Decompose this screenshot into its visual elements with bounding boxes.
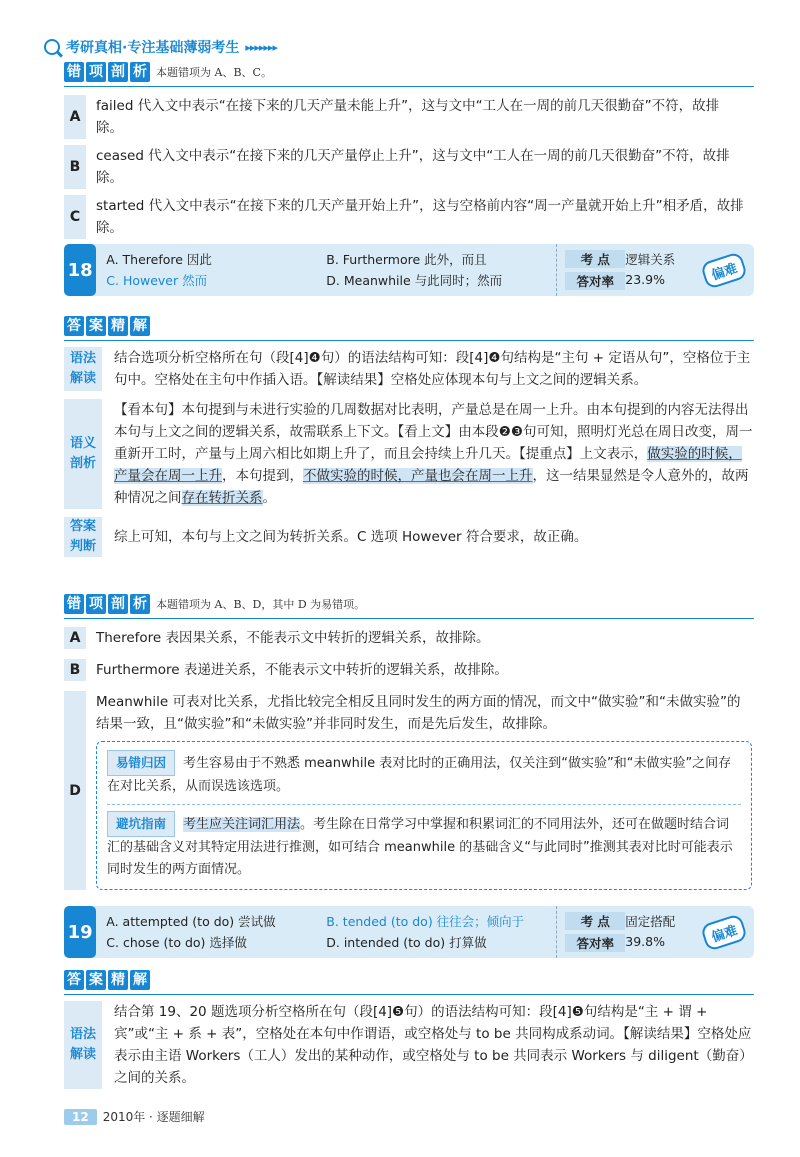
difficulty-badge — [693, 906, 754, 958]
section-divider — [64, 994, 754, 995]
pitfall-guide-label: 避坑指南 — [107, 811, 175, 837]
section-note: 本题错项为 A、B、C。 — [156, 66, 272, 79]
difficulty-text: 偏难 — [699, 251, 747, 290]
search-icon — [44, 39, 60, 55]
judgement-tag: 答案 判断 — [64, 517, 102, 557]
section-note: 本题错项为 A、B、D，其中 D 为易错项。 — [156, 598, 366, 611]
question-meta — [556, 906, 693, 958]
answer-explanation-19 — [64, 970, 754, 1089]
option-letter: A — [64, 95, 86, 139]
option-text: started 代入文中表示“在接下来的几天产量开始上升”，这与空格前内容“周一产量就开始上升”相矛盾，故排除。 — [96, 198, 744, 236]
accuracy-label: 答对率 — [565, 272, 625, 290]
accuracy-value: 39.8% — [625, 934, 665, 949]
accuracy-label: 答对率 — [565, 934, 625, 952]
section-seal: 答 案 精 解 — [64, 970, 152, 990]
judgement-text: 综上可知，本句与上文之间为转折关系。C 选项 However 符合要求，故正确。 — [114, 529, 588, 545]
question-meta — [556, 244, 693, 296]
section-divider — [64, 618, 754, 619]
grammar-text: 结合第 19、20 题选项分析空格所在句（段[4]❺句）的语法结构可知：段[4]❺句结构是“主 + 谓 + 宾”或“主 + 系 + 表”，空格处在本句中作谓语，或空格处与 to be 共同构成系动词。【解读结果】空格处应表示由主语 Workers（工人）发出的某种动作，或空格处与 to be 共同表示 Workers 与 diligent（勤奋）之间的关系。 — [114, 1004, 753, 1086]
error-cause-label: 易错归因 — [107, 750, 175, 776]
difficulty-text: 偏难 — [699, 913, 747, 952]
header-arrows: ▸▸▸▸▸▸▸ — [245, 40, 277, 54]
choice-a: A. Therefore 因此 — [106, 252, 212, 267]
option-letter: C — [64, 195, 86, 239]
topic-label: 考 点 — [565, 250, 625, 268]
question-number: 19 — [64, 906, 96, 958]
grammar-block — [64, 347, 754, 391]
semantic-tag: 语义 剖析 — [64, 399, 102, 509]
option-text: Meanwhile 可表对比关系，尤指比较完全相反且同时发生的两方面的情况，而文中“做实验”和“未做实验”的结果一致，且“做实验”和“未做实验”并非同时发生，而是先后发生，故排除。 — [96, 694, 741, 732]
wrong-options-section-1 — [64, 62, 754, 239]
option-letter: A — [64, 627, 86, 649]
option-row-c — [64, 195, 754, 239]
grammar-tag: 语法 解读 — [64, 347, 102, 391]
choice-c: C. chose (to do) 选择做 — [106, 935, 247, 950]
option-text: ceased 代入文中表示“在接下来的几天产量停止上升”，这与文中“工人在一周的前几天很勤奋”不符，故排除。 — [96, 148, 730, 186]
section-divider — [64, 86, 754, 87]
option-text: Furthermore 表递进关系，不能表示文中转折的逻辑关系，故排除。 — [96, 662, 508, 678]
option-letter: B — [64, 659, 86, 681]
question-19-box — [64, 906, 754, 958]
choice-c-correct: C. However 然而 — [106, 273, 208, 288]
page-footer — [64, 1108, 205, 1125]
choice-d: D. intended (to do) 打算做 — [326, 935, 487, 950]
choice-b: B. Furthermore 此外，而且 — [326, 252, 487, 267]
highlight-2: 不做实验的时候，产量也会在周一上升 — [303, 468, 533, 484]
footer-text: 2010年 · 逐题细解 — [102, 1110, 205, 1124]
header-title: 考研真相·专注基础薄弱考生 — [66, 40, 240, 56]
topic-label: 考 点 — [565, 912, 625, 930]
option-text: Therefore 表因果关系，不能表示文中转折的逻辑关系，故排除。 — [96, 630, 490, 646]
option-row-a — [64, 627, 754, 649]
tips-box — [96, 741, 752, 890]
tips-divider — [107, 804, 741, 805]
question-options — [96, 906, 556, 958]
question-18-box — [64, 244, 754, 296]
semantic-text: 【看本句】本句提到与未进行实验的几周数据对比表明，产量总是在周一上升。由本句提到的内容无法得出本句与上文之间的逻辑关系，故需联系上下文。【看上文】由本段❷❸句可知，照明灯光总在周日改变，周一重新开工时，产量与上周六相比如期上升了，而且会持续上升几天。【提重点】上文表示，做实验的时候，产量会在周一上升，本句提到，不做实验的时候，产量也会在周一上升，这一结果显然是令人意外的，故两种情况之间存在转折关系。 — [114, 402, 753, 506]
question-number: 18 — [64, 244, 96, 296]
choice-b-correct: B. tended (to do) 往往会；倾向于 — [326, 914, 525, 929]
grammar-block — [64, 1001, 754, 1089]
topic-value: 固定搭配 — [625, 914, 676, 929]
semantic-block — [64, 399, 754, 509]
option-row-a — [64, 95, 754, 139]
option-text: failed 代入文中表示“在接下来的几天产量未能上升”，这与文中“工人在一周的前几天很勤奋”不符，故排除。 — [96, 98, 720, 136]
page-number: 12 — [64, 1109, 97, 1125]
topic-value: 逻辑关系 — [625, 252, 676, 267]
difficulty-badge — [693, 244, 754, 296]
judgement-block — [64, 517, 754, 557]
option-row-b — [64, 659, 754, 681]
grammar-text: 结合选项分析空格所在句（段[4]❹句）的语法结构可知：段[4]❹句结构是“主句 + 定语从句”，空格位于主句中。空格处在主句中作插入语。【解读结果】空格处应体现本句与上文之间的逻辑关系。 — [114, 350, 751, 388]
option-row-b — [64, 145, 754, 189]
option-letter: D — [64, 691, 86, 890]
question-options — [96, 244, 556, 296]
answer-explanation-18 — [64, 316, 754, 557]
choice-d: D. Meanwhile 与此同时；然而 — [326, 273, 503, 288]
section-seal: 错 项 剖 析 — [64, 594, 152, 614]
option-row-d — [64, 691, 754, 890]
highlight-1: 做实验的时候，产量会在周一上升 — [114, 446, 742, 484]
section-seal: 错 项 剖 析 — [64, 62, 152, 82]
choice-a: A. attempted (to do) 尝试做 — [106, 914, 276, 929]
wrong-options-section-2 — [64, 594, 754, 890]
option-d-content — [86, 691, 752, 890]
error-cause: 易错归因 考生容易由于不熟悉 meanwhile 表对比时的正确用法，仅关注到“做实验”和“未做实验”之间存在对比关系，从而误选该选项。 — [107, 750, 741, 798]
pitfall-guide: 避坑指南 考生应关注词汇用法。考生除在日常学习中掌握和积累词汇的不同用法外，还可在做题时结合词汇的基础含义对其特定用法进行推测，如可结合 meanwhile 的基础含义“与此同时”推测其表对比时可能表示同时发生的两方面情况。 — [107, 811, 741, 881]
grammar-tag: 语法 解读 — [64, 1001, 102, 1089]
page-header — [44, 36, 277, 58]
highlight-3: 存在转折关系 — [181, 490, 263, 506]
section-divider — [64, 340, 754, 341]
section-seal: 答 案 精 解 — [64, 316, 152, 336]
option-letter: B — [64, 145, 86, 189]
accuracy-value: 23.9% — [625, 272, 665, 287]
